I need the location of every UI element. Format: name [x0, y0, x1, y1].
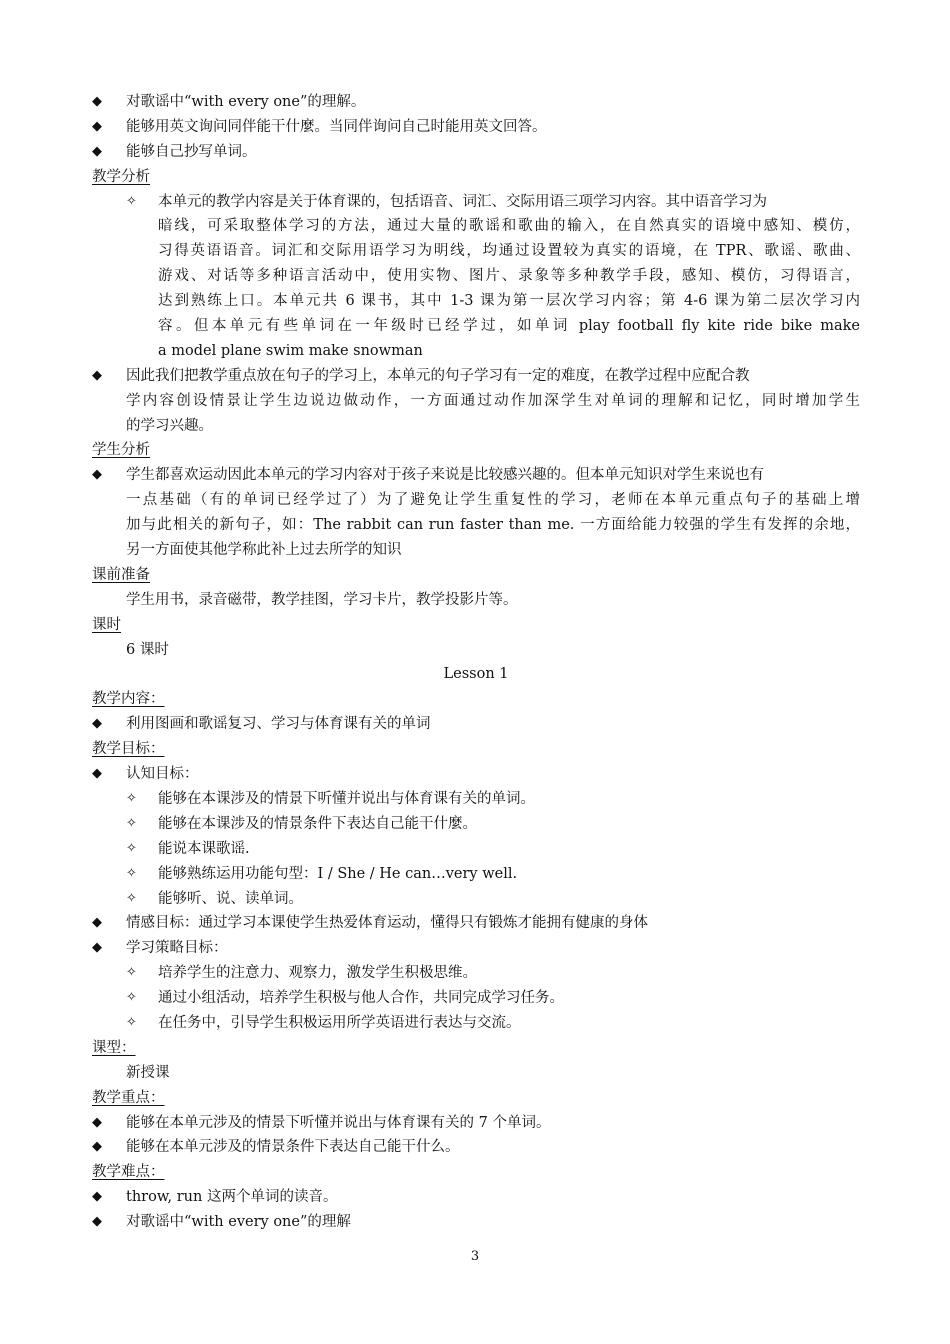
diamond-bullet-icon: ◆	[92, 1114, 102, 1130]
star-bullet-icon: ✧	[126, 193, 137, 209]
paragraph-line	[92, 389, 860, 414]
section-heading	[92, 613, 860, 638]
document-page	[92, 90, 860, 1235]
bullet-item	[92, 364, 860, 389]
diamond-bullet-icon: ◆	[92, 367, 102, 383]
heading-text: 课前准备	[92, 566, 150, 583]
item-text: 学生都喜欢运动因此本单元的学习内容对于孩子来说是比较感兴趣的。但本单元知识对学生来说也有	[126, 467, 764, 484]
item-text: 培养学生的注意力、观察力，激发学生积极思维。	[158, 965, 477, 982]
bullet-item	[92, 140, 860, 165]
sub-bullet-item	[92, 986, 860, 1011]
item-text: 通过小组活动，培养学生积极与他人合作，共同完成学习任务。	[158, 990, 564, 1007]
sub-bullet-item	[92, 190, 860, 215]
bullet-item	[92, 1210, 860, 1235]
paragraph-text: 学内容创设情景让学生边说边做动作，一方面通过动作加深学生对单词的理解和记忆，同时增加学生	[126, 392, 860, 409]
item-text: 能够在本单元涉及的情景条件下表达自己能干什么。	[126, 1139, 460, 1156]
paragraph-text: a model plane swim make snowman	[158, 342, 423, 359]
item-text: 本单元的教学内容是关于体育课的，包括语音、词汇、交际用语三项学习内容。其中语音学习为	[158, 193, 767, 210]
diamond-bullet-icon: ◆	[92, 1214, 102, 1230]
paragraph-line	[92, 513, 860, 538]
star-bullet-icon: ✧	[126, 865, 137, 881]
lesson-title	[92, 662, 860, 687]
item-text: 利用图画和歌谣复习、学习与体育课有关的单词	[126, 716, 431, 733]
diamond-bullet-icon: ◆	[92, 716, 102, 732]
paragraph-text: 一点基础（有的单词已经学过了）为了避免让学生重复性的学习，老师在本单元重点句子的基础上增	[126, 492, 860, 509]
item-text: 能够在本课涉及的情景条件下表达自己能干什麼。	[158, 815, 477, 832]
item-text: 对歌谣中“with every one”的理解	[126, 1214, 351, 1231]
heading-text: 教学内容：	[92, 691, 165, 708]
paragraph-line	[92, 289, 860, 314]
diamond-bullet-icon: ◆	[92, 940, 102, 956]
section-heading	[92, 1036, 860, 1061]
paragraph-text: 暗线，可采取整体学习的方法，通过大量的歌谣和歌曲的输入，在自然真实的语境中感知、模仿，	[158, 218, 860, 235]
section-heading	[92, 737, 860, 762]
paragraph-text: 新授课	[126, 1064, 170, 1081]
diamond-bullet-icon: ◆	[92, 94, 102, 109]
section-heading	[92, 438, 860, 463]
heading-text: 课时	[92, 616, 121, 633]
sub-bullet-item	[92, 812, 860, 837]
diamond-bullet-icon: ◆	[92, 915, 102, 931]
diamond-bullet-icon: ◆	[92, 1139, 102, 1155]
star-bullet-icon: ✧	[126, 790, 137, 806]
star-bullet-icon: ✧	[126, 840, 137, 856]
sub-bullet-item	[92, 862, 860, 887]
item-text: 能够在本单元涉及的情景下听懂并说出与体育课有关的 7 个单词。	[126, 1114, 551, 1131]
paragraph-line	[92, 239, 860, 264]
heading-text: 教学难点：	[92, 1164, 165, 1181]
sub-bullet-item	[92, 961, 860, 986]
item-text: throw, run 这两个单词的读音。	[126, 1189, 338, 1206]
diamond-bullet-icon: ◆	[92, 143, 102, 159]
star-bullet-icon: ✧	[126, 965, 137, 981]
lesson-title-text: Lesson 1	[443, 666, 509, 683]
star-bullet-icon: ✧	[126, 1014, 137, 1030]
item-text: 能够熟练运用功能句型：I / She / He can…very well.	[158, 865, 518, 882]
item-text: 能够用英文询问同伴能干什麼。当同伴询问自己时能用英文回答。	[126, 118, 547, 135]
item-text: 对歌谣中“with every one”的理解。	[126, 94, 366, 110]
section-heading	[92, 1086, 860, 1111]
item-text: 情感目标：通过学习本课使学生热爱体育运动，懂得只有锻炼才能拥有健康的身体	[126, 915, 648, 932]
paragraph-line	[92, 264, 860, 289]
section-heading	[92, 1160, 860, 1185]
sub-bullet-item	[92, 887, 860, 912]
bullet-item	[92, 1135, 860, 1160]
bullet-item	[92, 463, 860, 488]
sub-bullet-item	[92, 837, 860, 862]
paragraph-line	[92, 538, 860, 563]
bullet-item	[92, 90, 860, 115]
item-text: 能说本课歌谣.	[158, 840, 250, 857]
paragraph-line	[92, 339, 860, 364]
paragraph-line	[92, 588, 860, 613]
item-text: 学习策略目标：	[126, 940, 228, 957]
bullet-item	[92, 936, 860, 961]
paragraph-text: 另一方面使其他学称此补上过去所学的知识	[126, 542, 402, 559]
item-text: 能够听、说、读单词。	[158, 890, 303, 907]
paragraph-line	[92, 1061, 860, 1086]
paragraph-text: 习得英语语音。词汇和交际用语学习为明线，均通过设置较为真实的语境，在 TPR、歌谣、歌曲、	[158, 243, 860, 260]
page-number: 3	[470, 1249, 480, 1264]
paragraph-text: 学生用书，录音磁带，教学挂图，学习卡片，教学投影片等。	[126, 591, 518, 608]
bullet-item	[92, 115, 860, 140]
paragraph-line	[92, 314, 860, 339]
paragraph-line	[92, 414, 860, 439]
item-text: 因此我们把教学重点放在句子的学习上，本单元的句子学习有一定的难度，在教学过程中应配合教	[126, 367, 750, 384]
paragraph-text: 6 课时	[126, 641, 169, 658]
bullet-item	[92, 762, 860, 787]
star-bullet-icon: ✧	[126, 815, 137, 831]
section-heading	[92, 563, 860, 588]
bullet-item	[92, 911, 860, 936]
paragraph-line	[92, 638, 860, 663]
bullet-item	[92, 712, 860, 737]
diamond-bullet-icon: ◆	[92, 118, 102, 134]
bullet-item	[92, 1185, 860, 1210]
paragraph-text: 游戏、对话等多种语言活动中，使用实物、图片、录象等多种教学手段，感知、模仿，习得语言，	[158, 268, 860, 285]
item-text: 在任务中，引导学生积极运用所学英语进行表达与交流。	[158, 1014, 521, 1031]
heading-text: 教学重点：	[92, 1089, 165, 1106]
item-text: 认知目标：	[126, 766, 199, 783]
paragraph-text: 达到熟练上口。本单元共 6 课书，其中 1-3 课为第一层次学习内容；第 4-6 课为第二层次学习内	[158, 293, 860, 310]
sub-bullet-item	[92, 787, 860, 812]
item-text: 能够在本课涉及的情景下听懂并说出与体育课有关的单词。	[158, 790, 535, 807]
heading-text: 课型：	[92, 1039, 136, 1056]
paragraph-text: 容。但本单元有些单词在一年级时已经学过，如单词 play football fly kite ride bike make	[158, 318, 860, 335]
paragraph-line	[92, 488, 860, 513]
section-heading	[92, 687, 860, 712]
star-bullet-icon: ✧	[126, 990, 137, 1006]
diamond-bullet-icon: ◆	[92, 1189, 102, 1205]
heading-text: 学生分析	[92, 442, 150, 459]
paragraph-text: 的学习兴趣。	[126, 417, 213, 434]
section-heading	[92, 165, 860, 190]
diamond-bullet-icon: ◆	[92, 467, 102, 483]
heading-text: 教学目标：	[92, 741, 165, 758]
sub-bullet-item	[92, 1011, 860, 1036]
paragraph-text: 加与此相关的新句子，如：The rabbit can run faster than me. 一方面给能力较强的学生有发挥的余地，	[126, 517, 860, 534]
star-bullet-icon: ✧	[126, 890, 137, 906]
diamond-bullet-icon: ◆	[92, 766, 102, 782]
paragraph-line	[92, 214, 860, 239]
item-text: 能够自己抄写单词。	[126, 143, 257, 160]
heading-text: 教学分析	[92, 168, 150, 185]
bullet-item	[92, 1111, 860, 1136]
